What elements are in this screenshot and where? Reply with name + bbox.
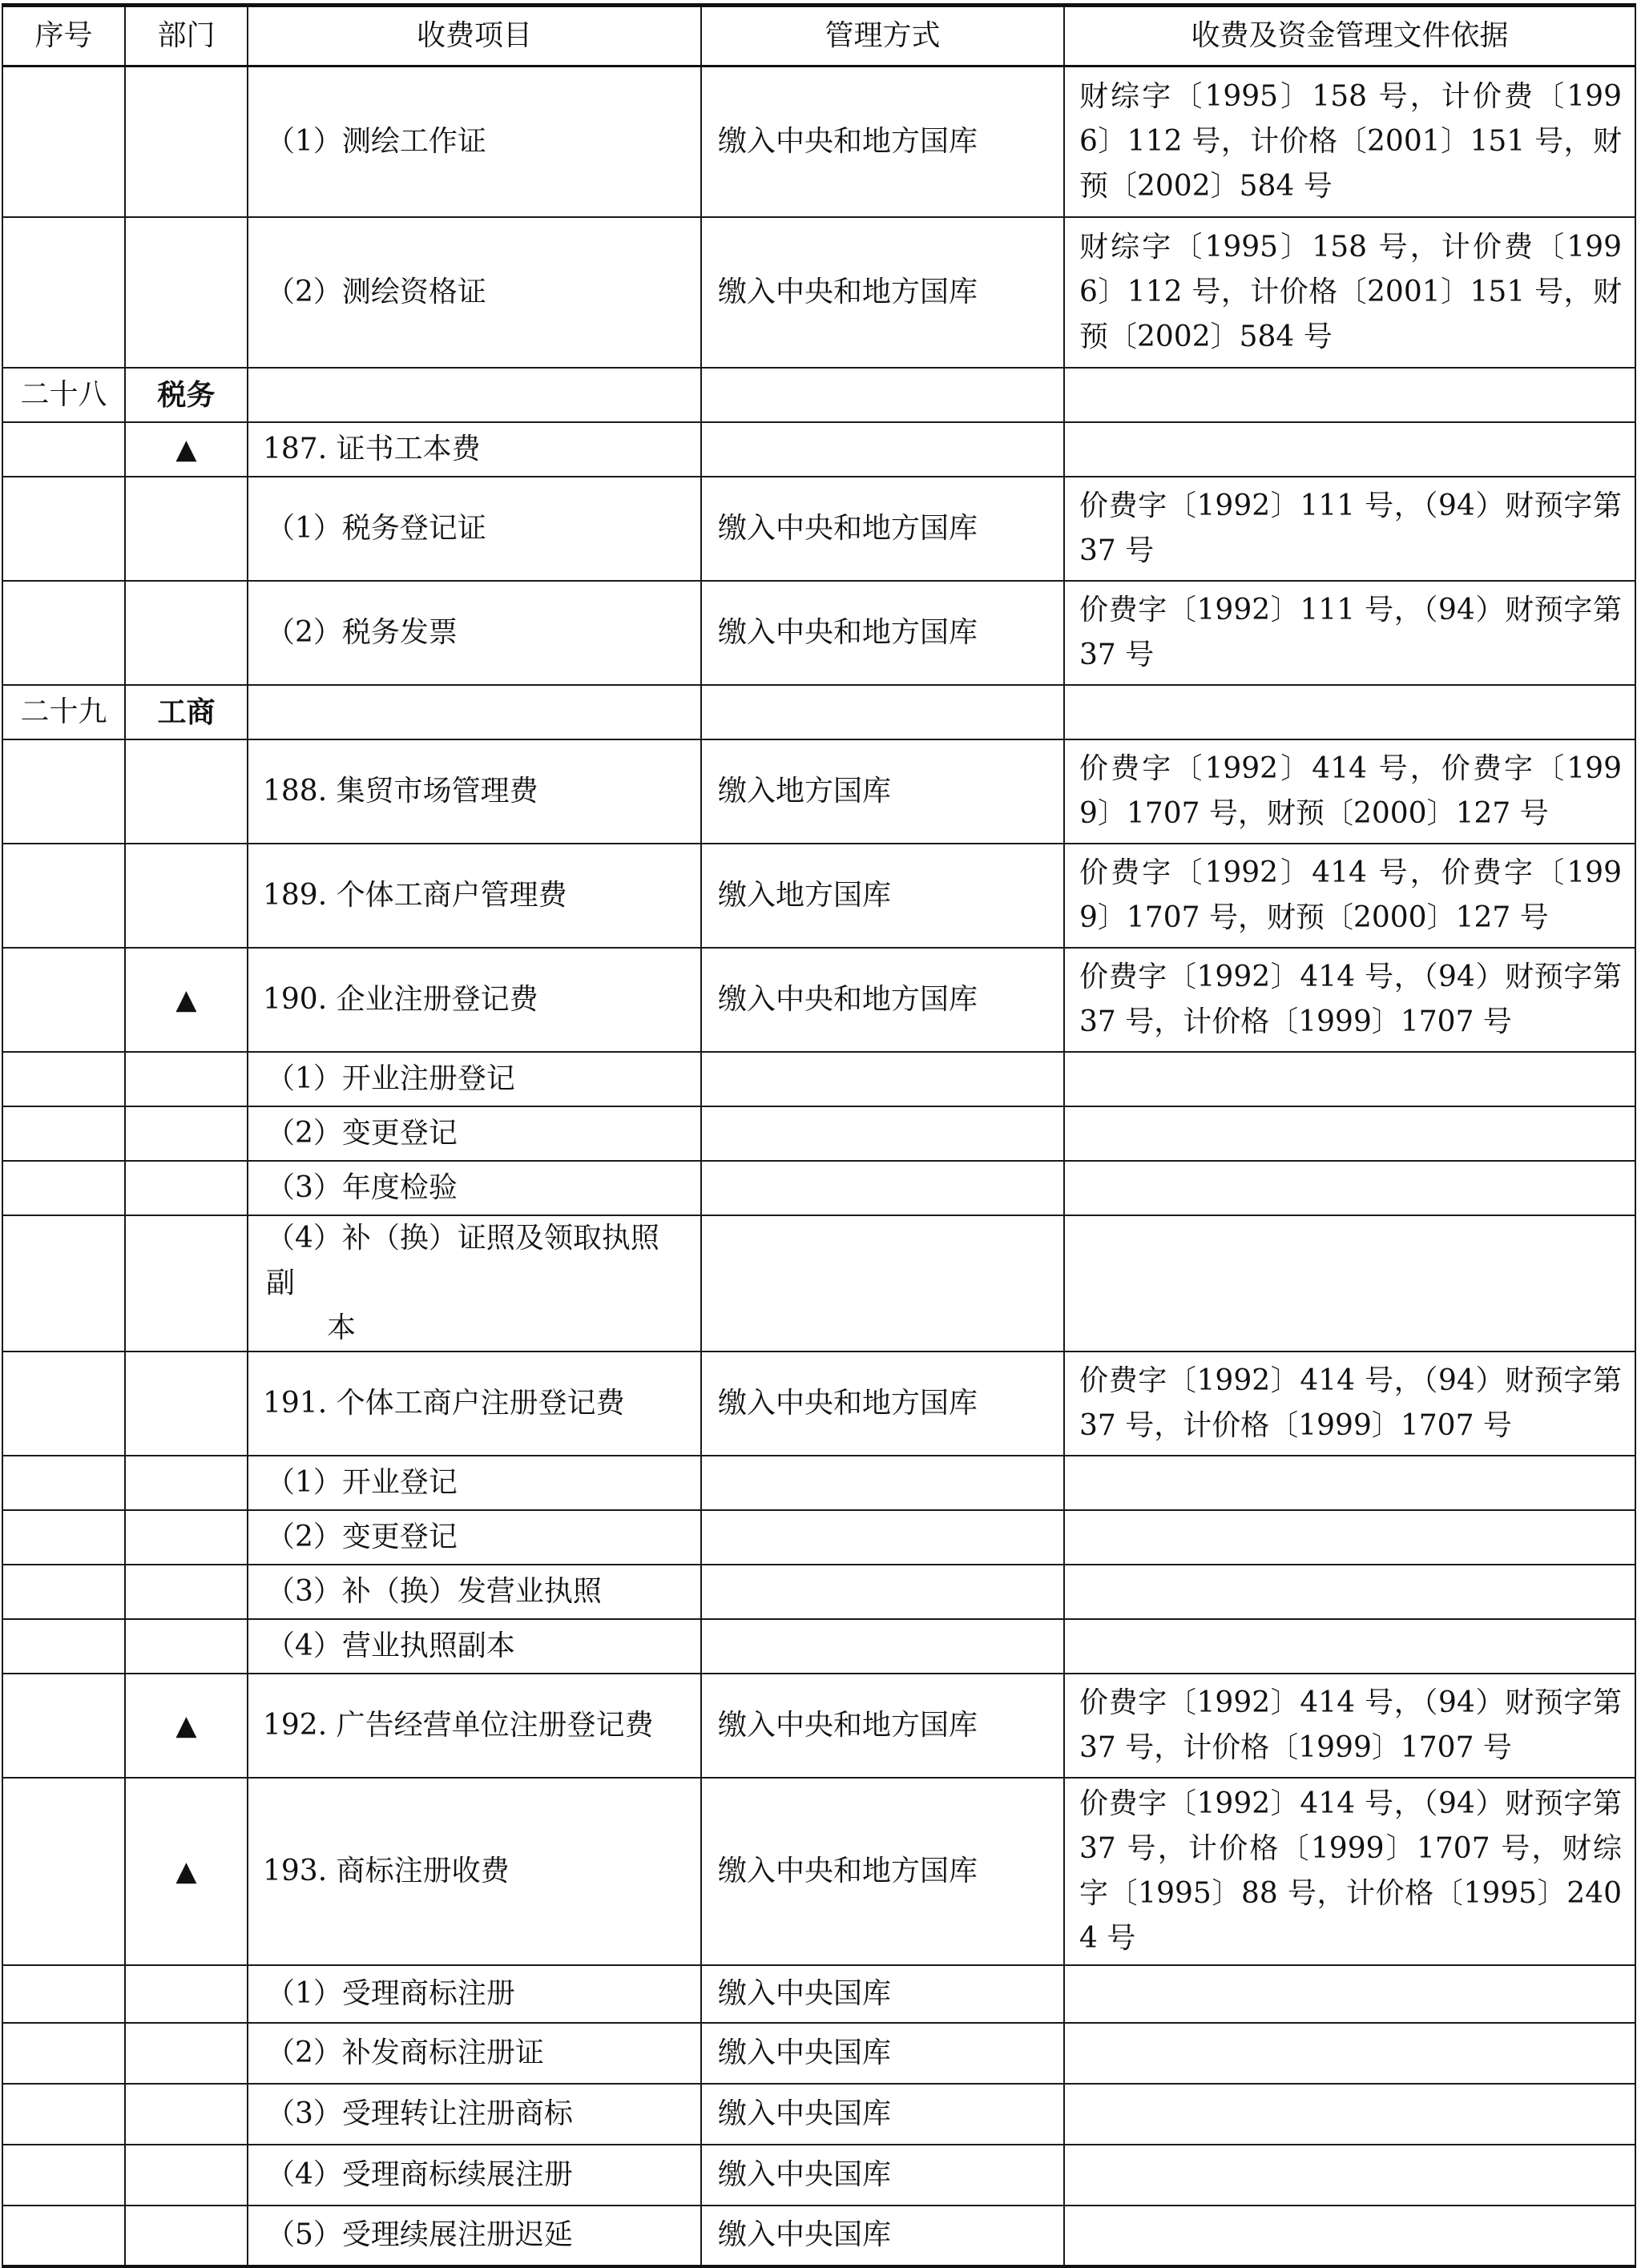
cell-seq bbox=[2, 581, 125, 685]
cell-basis: 价费字〔1992〕414 号，（94）财预字第 37 号，计价格〔1999〕1707 号 bbox=[1064, 948, 1635, 1052]
cell-item bbox=[248, 1965, 701, 2023]
cell-seq bbox=[2, 1674, 125, 1778]
cell-mgmt: 缴入中央和地方国库 bbox=[701, 1674, 1064, 1778]
table-row bbox=[2, 1106, 1635, 1161]
cell-mgmt bbox=[701, 422, 1064, 477]
table-body bbox=[2, 66, 1635, 2266]
cell-item bbox=[248, 1161, 701, 1215]
cell-seq bbox=[2, 1352, 125, 1456]
item-label: （1）测绘工作证 bbox=[266, 124, 486, 158]
item-label: （3）受理转让注册商标 bbox=[266, 2097, 573, 2130]
item-text bbox=[266, 125, 486, 158]
cell-mgmt: 缴入中央和地方国库 bbox=[701, 1352, 1064, 1456]
item-label: 189. 个体工商户管理费 bbox=[263, 878, 567, 912]
cell-mgmt: 缴入中央和地方国库 bbox=[701, 217, 1064, 368]
item-text bbox=[263, 1709, 654, 1742]
cell-mgmt bbox=[701, 1565, 1064, 1619]
cell-item bbox=[248, 581, 701, 685]
cell-seq bbox=[2, 948, 125, 1052]
cell-mgmt: 缴入中央和地方国库 bbox=[701, 1778, 1064, 1965]
header-mgmt: 管理方式 bbox=[701, 6, 1064, 66]
cell-basis bbox=[1064, 2145, 1635, 2206]
cell-item bbox=[248, 1565, 701, 1619]
cell-item bbox=[248, 1619, 701, 1674]
cell-dept bbox=[125, 477, 248, 581]
cell-item bbox=[248, 2145, 701, 2206]
cell-item bbox=[248, 217, 701, 368]
cell-seq bbox=[2, 422, 125, 477]
table-row bbox=[2, 739, 1635, 844]
item-text bbox=[266, 2158, 573, 2191]
item-text bbox=[263, 433, 481, 465]
cell-mgmt: 缴入中央国库 bbox=[701, 1965, 1064, 2023]
cell-seq bbox=[2, 1106, 125, 1161]
cell-basis bbox=[1064, 1106, 1635, 1161]
cell-dept bbox=[125, 844, 248, 948]
table-row bbox=[2, 1456, 1635, 1510]
cell-seq bbox=[2, 844, 125, 948]
table-row bbox=[2, 1778, 1635, 1965]
cell-mgmt bbox=[701, 1161, 1064, 1215]
cell-item bbox=[248, 2023, 701, 2084]
item-label: （1）开业注册登记 bbox=[266, 1061, 515, 1095]
cell-item bbox=[248, 2206, 701, 2266]
item-label: （1）受理商标注册 bbox=[266, 1976, 515, 2010]
item-text bbox=[263, 983, 538, 1016]
table-row bbox=[2, 1565, 1635, 1619]
header-dept: 部门 bbox=[125, 6, 248, 66]
item-text bbox=[266, 1977, 515, 2010]
header-basis: 收费及资金管理文件依据 bbox=[1064, 6, 1635, 66]
item-label: 188. 集贸市场管理费 bbox=[263, 774, 538, 808]
item-text bbox=[263, 879, 567, 912]
cell-dept bbox=[125, 581, 248, 685]
item-label: 187. 证书工本费 bbox=[263, 432, 481, 465]
table-row bbox=[2, 1965, 1635, 2023]
cell-dept bbox=[125, 1352, 248, 1456]
cell-item bbox=[248, 66, 701, 217]
cell-item bbox=[248, 368, 701, 422]
cell-item bbox=[248, 1778, 701, 1965]
cell-seq bbox=[2, 477, 125, 581]
cell-item bbox=[248, 685, 701, 739]
cell-seq bbox=[2, 2084, 125, 2145]
table-row bbox=[2, 422, 1635, 477]
header-item: 收费项目 bbox=[248, 6, 701, 66]
cell-dept bbox=[125, 2206, 248, 2266]
cell-mgmt bbox=[701, 1456, 1064, 1510]
cell-dept bbox=[125, 66, 248, 217]
item-text bbox=[266, 1171, 458, 1204]
cell-dept-marker bbox=[125, 948, 248, 1052]
table-row bbox=[2, 2145, 1635, 2206]
table-row bbox=[2, 844, 1635, 948]
cell-basis: 价费字〔1992〕111 号，（94）财预字第 37 号 bbox=[1064, 477, 1635, 581]
cell-mgmt bbox=[701, 1619, 1064, 1674]
triangle-marker-icon: ▲ bbox=[175, 1709, 197, 1742]
item-text bbox=[266, 2218, 573, 2251]
triangle-marker-icon: ▲ bbox=[175, 433, 197, 465]
cell-mgmt: 缴入中央和地方国库 bbox=[701, 66, 1064, 217]
cell-item bbox=[248, 422, 701, 477]
cell-seq bbox=[2, 1965, 125, 2023]
cell-mgmt: 缴入中央和地方国库 bbox=[701, 477, 1064, 581]
cell-dept bbox=[125, 2084, 248, 2145]
cell-basis bbox=[1064, 1161, 1635, 1215]
table-row bbox=[2, 217, 1635, 368]
item-text bbox=[266, 276, 486, 308]
cell-seq bbox=[2, 1510, 125, 1565]
cell-basis bbox=[1064, 422, 1635, 477]
triangle-marker-icon: ▲ bbox=[175, 983, 197, 1016]
cell-seq bbox=[2, 66, 125, 217]
cell-basis bbox=[1064, 1619, 1635, 1674]
cell-basis: 财综字〔1995〕158 号，计价费〔1996〕112 号，计价格〔2001〕151 号，财预〔2002〕584 号 bbox=[1064, 217, 1635, 368]
cell-basis bbox=[1064, 1456, 1635, 1510]
cell-mgmt: 缴入中央国库 bbox=[701, 2206, 1064, 2266]
item-label: 190. 企业注册登记费 bbox=[263, 982, 538, 1016]
table-row bbox=[2, 1215, 1635, 1352]
cell-mgmt: 缴入中央国库 bbox=[701, 2145, 1064, 2206]
cell-seq: 二十九 bbox=[2, 685, 125, 739]
cell-seq bbox=[2, 217, 125, 368]
item-label: （1）税务登记证 bbox=[266, 511, 486, 545]
cell-item bbox=[248, 1052, 701, 1106]
cell-seq: 二十八 bbox=[2, 368, 125, 422]
table-row bbox=[2, 1352, 1635, 1456]
item-text bbox=[266, 2097, 573, 2130]
item-label: 192. 广告经营单位注册登记费 bbox=[263, 1708, 654, 1742]
cell-basis: 价费字〔1992〕414 号，价费字〔1999〕1707 号，财预〔2000〕127 号 bbox=[1064, 739, 1635, 844]
cell-seq bbox=[2, 1052, 125, 1106]
item-label: （2）变更登记 bbox=[266, 1520, 458, 1553]
cell-basis bbox=[1064, 1215, 1635, 1352]
table-row bbox=[2, 368, 1635, 422]
cell-mgmt: 缴入地方国库 bbox=[701, 739, 1064, 844]
item-text bbox=[266, 1575, 602, 1608]
cell-basis: 价费字〔1992〕414 号，（94）财预字第 37 号，计价格〔1999〕1707 号 bbox=[1064, 1352, 1635, 1456]
item-label: （2）补发商标注册证 bbox=[266, 2036, 544, 2069]
cell-mgmt bbox=[701, 1052, 1064, 1106]
cell-dept bbox=[125, 1456, 248, 1510]
cell-item bbox=[248, 1215, 701, 1352]
cell-basis: 价费字〔1992〕414 号，（94）财预字第 37 号，计价格〔1999〕1707 号 bbox=[1064, 1674, 1635, 1778]
cell-basis bbox=[1064, 2023, 1635, 2084]
table-row bbox=[2, 66, 1635, 217]
item-label: （3）补（换）发营业执照 bbox=[266, 1574, 602, 1608]
cell-mgmt: 缴入地方国库 bbox=[701, 844, 1064, 948]
cell-seq bbox=[2, 739, 125, 844]
cell-basis bbox=[1064, 1565, 1635, 1619]
cell-dept bbox=[125, 1052, 248, 1106]
cell-item bbox=[248, 477, 701, 581]
cell-dept: 工商 bbox=[125, 685, 248, 739]
table-row bbox=[2, 2206, 1635, 2266]
item-label-continuation: 本 bbox=[327, 1311, 357, 1344]
cell-dept bbox=[125, 1565, 248, 1619]
item-text bbox=[266, 2036, 544, 2069]
cell-dept: 税务 bbox=[125, 368, 248, 422]
item-label: （4）补（换）证照及领取执照副 bbox=[266, 1221, 659, 1299]
cell-dept bbox=[125, 1619, 248, 1674]
table-row bbox=[2, 1510, 1635, 1565]
cell-mgmt: 缴入中央国库 bbox=[701, 2084, 1064, 2145]
item-label: （2）变更登记 bbox=[266, 1116, 458, 1150]
header-seq: 序号 bbox=[2, 6, 125, 66]
cell-dept bbox=[125, 1215, 248, 1352]
table-row bbox=[2, 477, 1635, 581]
table-row bbox=[2, 2084, 1635, 2145]
cell-mgmt bbox=[701, 368, 1064, 422]
cell-mgmt: 缴入中央和地方国库 bbox=[701, 948, 1064, 1052]
cell-seq bbox=[2, 1778, 125, 1965]
cell-dept bbox=[125, 217, 248, 368]
item-label: （2）税务发票 bbox=[266, 615, 458, 649]
item-label: 193. 商标注册收费 bbox=[263, 1854, 510, 1887]
cell-dept bbox=[125, 739, 248, 844]
item-text bbox=[263, 1855, 510, 1887]
cell-mgmt bbox=[701, 685, 1064, 739]
cell-seq bbox=[2, 1565, 125, 1619]
cell-basis: 价费字〔1992〕111 号，（94）财预字第 37 号 bbox=[1064, 581, 1635, 685]
item-label: （4）营业执照副本 bbox=[266, 1629, 515, 1662]
cell-seq bbox=[2, 1215, 125, 1352]
cell-item bbox=[248, 1352, 701, 1456]
cell-basis bbox=[1064, 368, 1635, 422]
cell-item bbox=[248, 844, 701, 948]
cell-basis: 价费字〔1992〕414 号，价费字〔1999〕1707 号，财预〔2000〕127 号 bbox=[1064, 844, 1635, 948]
item-text bbox=[266, 1629, 515, 1662]
cell-mgmt bbox=[701, 1106, 1064, 1161]
item-text bbox=[263, 1387, 625, 1420]
item-text bbox=[266, 512, 486, 545]
cell-basis bbox=[1064, 1965, 1635, 2023]
item-text bbox=[263, 775, 538, 808]
table-row bbox=[2, 581, 1635, 685]
cell-mgmt bbox=[701, 1510, 1064, 1565]
cell-basis: 财综字〔1995〕158 号，计价费〔1996〕112 号，计价格〔2001〕151 号，财预〔2002〕584 号 bbox=[1064, 66, 1635, 217]
cell-mgmt: 缴入中央国库 bbox=[701, 2023, 1064, 2084]
item-text bbox=[266, 616, 458, 649]
cell-item bbox=[248, 1456, 701, 1510]
table-row bbox=[2, 948, 1635, 1052]
table-row bbox=[2, 1619, 1635, 1674]
cell-dept-marker bbox=[125, 422, 248, 477]
table-header-row bbox=[2, 6, 1635, 66]
cell-basis bbox=[1064, 2206, 1635, 2266]
cell-basis bbox=[1064, 2084, 1635, 2145]
cell-basis bbox=[1064, 685, 1635, 739]
cell-dept-marker bbox=[125, 1674, 248, 1778]
cell-seq bbox=[2, 2206, 125, 2266]
cell-item bbox=[248, 2084, 701, 2145]
item-label: （2）测绘资格证 bbox=[266, 275, 486, 308]
cell-dept bbox=[125, 1510, 248, 1565]
cell-mgmt bbox=[701, 1215, 1064, 1352]
item-text bbox=[266, 1222, 686, 1351]
item-text bbox=[266, 1062, 515, 1095]
item-label: （4）受理商标续展注册 bbox=[266, 2157, 573, 2191]
item-label: （3）年度检验 bbox=[266, 1170, 458, 1204]
cell-item bbox=[248, 1106, 701, 1161]
cell-item bbox=[248, 1510, 701, 1565]
table-row bbox=[2, 1674, 1635, 1778]
cell-basis: 价费字〔1992〕414 号，（94）财预字第 37 号，计价格〔1999〕1707 号，财综字〔1995〕88 号，计价格〔1995〕2404 号 bbox=[1064, 1778, 1635, 1965]
cell-item bbox=[248, 1674, 701, 1778]
cell-seq bbox=[2, 1161, 125, 1215]
item-text bbox=[266, 1466, 458, 1499]
cell-basis bbox=[1064, 1052, 1635, 1106]
cell-dept-marker bbox=[125, 1778, 248, 1965]
table-row bbox=[2, 1052, 1635, 1106]
cell-item bbox=[248, 948, 701, 1052]
cell-basis bbox=[1064, 1510, 1635, 1565]
cell-seq bbox=[2, 1619, 125, 1674]
item-label: （1）开业登记 bbox=[266, 1465, 458, 1499]
cell-dept bbox=[125, 2145, 248, 2206]
table-row bbox=[2, 685, 1635, 739]
table-row bbox=[2, 1161, 1635, 1215]
item-text bbox=[266, 1521, 458, 1553]
cell-seq bbox=[2, 2023, 125, 2084]
cell-seq bbox=[2, 1456, 125, 1510]
cell-item bbox=[248, 739, 701, 844]
cell-dept bbox=[125, 1106, 248, 1161]
fee-table bbox=[2, 3, 1636, 2268]
table-row bbox=[2, 2023, 1635, 2084]
cell-dept bbox=[125, 1161, 248, 1215]
triangle-marker-icon: ▲ bbox=[175, 1855, 197, 1887]
cell-seq bbox=[2, 2145, 125, 2206]
cell-dept bbox=[125, 1965, 248, 2023]
cell-mgmt: 缴入中央和地方国库 bbox=[701, 581, 1064, 685]
cell-dept bbox=[125, 2023, 248, 2084]
item-label: （5）受理续展注册迟延 bbox=[266, 2218, 573, 2251]
item-text bbox=[266, 1117, 458, 1150]
item-label: 191. 个体工商户注册登记费 bbox=[263, 1386, 625, 1420]
